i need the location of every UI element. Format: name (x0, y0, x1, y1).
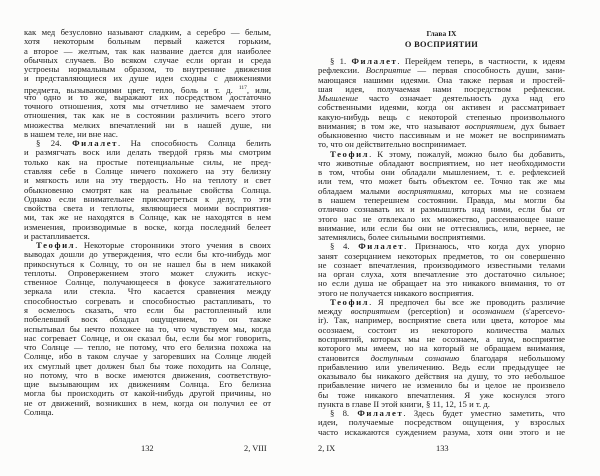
right-page (300, 0, 600, 476)
emphasis-text: восприятием (350, 306, 400, 317)
text-segment: выводах дошли до утверждения, что если бы кто-нибудь мог (24, 249, 271, 260)
speaker-name: Теофил (36, 240, 76, 251)
text-segment: занят созерцанием некоторых предметов, то он совершенно (318, 250, 565, 261)
text-segment: что Солнце — тепло, не потому, что его белизна похожа на (24, 342, 271, 353)
text-segment: теплоты. Опровержением этого может служить искус- (24, 267, 271, 278)
text-segment: часто искажаются суждением разума, хотя они этого и не (318, 426, 565, 437)
text-segment: на орган слуха, хотя впечатление это достаточно сильное; (318, 269, 565, 280)
text-segment: рефлексии. (318, 65, 366, 76)
text-segment: побелевший воск обладал ощущением, то он также (24, 314, 271, 325)
text-segment: обычных случаев. Во всяком случае если орган и среда (24, 54, 271, 65)
text-segment: в нашем теле, ни вне нас. (24, 128, 118, 139)
text-segment: и представляющиеся их душе идеи сходны с движениями (24, 73, 271, 84)
text-segment: прибавление ничего не изменило бы и целое не произвело (318, 380, 565, 391)
emphasis-text: восприятием (464, 120, 514, 131)
text-segment: способностью согревать и способностью растапливать, то (24, 295, 271, 306)
text-segment: , или, (246, 84, 271, 95)
text-segment: § 4. (330, 241, 359, 252)
text-segment: . Я предпочел бы все же проводить различие (369, 296, 565, 307)
text-segment: § 8. (330, 408, 358, 419)
text-segment: и мягкость или на эту твердость. Но на теплоту и свет (24, 175, 271, 186)
text-segment: которого мы имеем, но на который не обращаем внимания, (318, 343, 565, 354)
text-segment: то, что он действительно воспринимает. (318, 139, 467, 150)
running-section: 2, VIII (244, 444, 267, 453)
text-segment: ставляя себе в Солнце ничего похожего на эту белизну (24, 165, 271, 176)
text-segment: Солнце, ибо в таком случае у загоревших на Солнце людей (24, 351, 271, 362)
emphasis-text: осознанием (472, 306, 515, 317)
text-segment: я осмелюсь сказать, что если бы растопленный или (24, 304, 271, 315)
text-line (318, 428, 565, 437)
text-segment: могла бы происходить от какой-нибудь другой причины, но (24, 388, 271, 399)
running-section: 2, IX (318, 444, 336, 453)
text-segment: внимания; в том же, что называют (318, 120, 465, 131)
text-segment: внимание, или если бы они не оттеснялись, или, вернее, не (318, 222, 565, 233)
text-segment: в том, чтобы они обладали мышлением, т. е. рефлексией (318, 167, 565, 178)
speaker-name: Филалет (72, 138, 119, 149)
text-segment: зеркала или стекла. Что касается сравнения между (24, 286, 271, 297)
text-segment: не сознает впечатления, производимого известными телами (318, 259, 565, 270)
text-segment: и размягчать воск или делать твердой грязь мы смотрим (24, 147, 271, 158)
text-segment: (s'apercevo- (514, 306, 565, 317)
text-segment: этого не получается никакого восприятия. (318, 287, 474, 298)
text-segment: предмета, вызывающими цвет, тепло, боль и т. д. (24, 84, 239, 95)
speaker-name: Теофил (330, 296, 370, 307)
text-segment: но потому, что в воске имеются движения, соответствую- (24, 369, 271, 380)
text-segment: прибавлению или увеличению. Ведь если предыдущее не (318, 361, 565, 372)
text-segment: изменения, производимые в воске, когда последний белеет (24, 221, 271, 232)
text-segment: . Признаюсь, что когда дух упорно (404, 241, 566, 252)
text-segment: и растапливается. (24, 230, 90, 241)
text-segment: — первая способность души, зани- (410, 65, 565, 76)
speaker-name: Теофил (330, 148, 370, 159)
text-segment: нас согревает Солнце, и он сказал бы, если бы мог говорить, (24, 332, 271, 343)
text-segment: щие вызывающим их движениям Солнца. Его белизна (24, 379, 271, 390)
emphasis-text: Восприятие (365, 65, 411, 76)
text-segment: обыкновенно чисто пассивным и не может не воспринимать (318, 130, 565, 141)
left-page-body (24, 28, 271, 417)
text-segment: бы тоже никакого впечатления. Я уже коснулся этого (318, 389, 565, 400)
text-segment: (perception) и (399, 306, 473, 317)
text-segment: оказывало бы никакого действия на душу, то это небольшое (318, 371, 565, 382)
text-segment: собственными идеями, когда он активен и рассматривает (318, 102, 565, 113)
text-segment: обладаем малыми (318, 185, 398, 196)
text-segment: их смуглый цвет должен был бы тоже походить на Солнце, (24, 360, 271, 371)
text-segment: не от движений, возникших в нем, когда он получил ее от (24, 397, 271, 408)
text-segment: только как на простые потенциальные силы, не пред- (24, 156, 271, 167)
text-segment: но если душа не обращает на это никакого внимания, то от (318, 278, 565, 289)
speaker-name: Филалет (358, 241, 405, 252)
text-segment: . Перейдем теперь, в частности, к идеям (397, 56, 565, 66)
text-segment: часто означает деятельность духа над его (358, 93, 565, 104)
text-segment: § 24. (36, 138, 73, 149)
text-segment: . На способность Солнца белить (118, 138, 272, 149)
text-segment: шая идея, получаемая нами посредством рефлексии. (318, 83, 565, 94)
text-segment: Солнца. (24, 406, 54, 417)
text-segment: отношения, так как не в состоянии различить всего этого (24, 110, 271, 121)
text-segment: становится (318, 352, 371, 363)
text-segment: . Здесь будет уместно заметить, что (403, 408, 565, 419)
text-segment: пункта в главе II этой книги, § 11, 12, 15 и т. д. (318, 398, 490, 409)
text-segment: отлично сознавать их и размышлять над ними, если бы от (318, 204, 565, 215)
text-segment: испытывал бы нечто похожее на то, что чувствуем мы, когда (24, 323, 271, 334)
text-segment: § 1. (330, 56, 352, 66)
text-segment: затемнялись, более сильными восприятиями. (318, 232, 486, 243)
text-segment: между (318, 306, 351, 317)
text-segment: в нашем теперешнем состоянии. Правда, мы могли бы (318, 194, 565, 205)
text-segment: ми, так же не находятся в Солнце, как не находятся в нем (24, 212, 271, 223)
text-segment: , дух бывает (513, 120, 565, 131)
text-line (24, 399, 271, 408)
text-segment: какую-нибудь вещь с некоторой степенью произвольного (318, 111, 565, 122)
text-segment: благодаря небольшому (459, 352, 565, 363)
emphasis-text: доступным сознанию (370, 352, 460, 363)
text-segment: ственное Солнце, получающееся в фокусе зажигательного (24, 277, 271, 288)
text-segment: обыкновенно смотрят как на реальные свойства Солнца. (24, 184, 271, 195)
right-page-body (318, 57, 565, 437)
text-segment: мающаяся нашими идеями. Она также первая и простей- (318, 74, 565, 85)
text-segment: , которых мы не сознаем (451, 185, 565, 196)
page-number: 132 (141, 444, 154, 453)
text-segment: . К этому, пожалуй, можно было бы добавить, (369, 148, 565, 159)
page-number: 133 (436, 444, 449, 453)
text-segment: устроены нормальным образом, то внутренние движения (24, 64, 271, 75)
emphasis-text: восприятиями (397, 185, 452, 196)
text-line (24, 408, 271, 417)
text-segment: свойства света и теплоты, являющиеся моими восприятия- (24, 203, 271, 214)
text-segment: восприятий, которых мы не осознаем, а шум, восприятие (318, 333, 565, 344)
emphasis-text: Мышление (318, 93, 359, 104)
text-segment: Однако если внимательнее присмотреться к делу, то эти (24, 193, 271, 204)
text-segment: ir). Так, например, восприятие света или цвета, которое мы (318, 315, 565, 326)
footnote-ref: 117 (238, 84, 247, 91)
text-segment: как мед безусловно называют сладким, а серебро — белым, (24, 27, 271, 37)
text-line (24, 74, 271, 83)
text-segment: хотя некоторым больным первый кажется горьким, (24, 36, 271, 47)
speaker-name: Филалет (351, 56, 398, 66)
text-segment: а второе — желтым, так как название дается для наиболее (24, 45, 271, 56)
text-segment: идеи, получаемые посредством ощущения, у взрослых (318, 417, 565, 428)
text-segment: что животные обладают восприятием, но нет необходимости (318, 157, 565, 168)
text-segment: . Некоторые сторонники этого учения в своих (75, 240, 271, 251)
speaker-name: Филалет (357, 408, 404, 419)
text-segment: или тем, что может быть объектом ее. Точно так же мы (318, 176, 565, 187)
chapter-number: Глава IX (426, 29, 457, 38)
chapter-title: О ВОСПРИЯТИИ (404, 40, 479, 49)
text-segment: прикоснуться к Солнцу, то он не нашел бы в нем никакой (24, 258, 271, 269)
text-segment: осознаем, состоит из некоторого количества малых (318, 324, 565, 335)
text-segment: этого нас не отвлекало их множество, рассеивающее наше (318, 213, 565, 224)
text-segment: что одно и то же, выражают их посредством достаточно (24, 91, 271, 102)
text-segment: точного отношения, хотя мы отчетливо не замечаем этого (24, 101, 271, 112)
text-segment: множества мелких впечатлений ни в нашей душе, ни (24, 119, 271, 130)
